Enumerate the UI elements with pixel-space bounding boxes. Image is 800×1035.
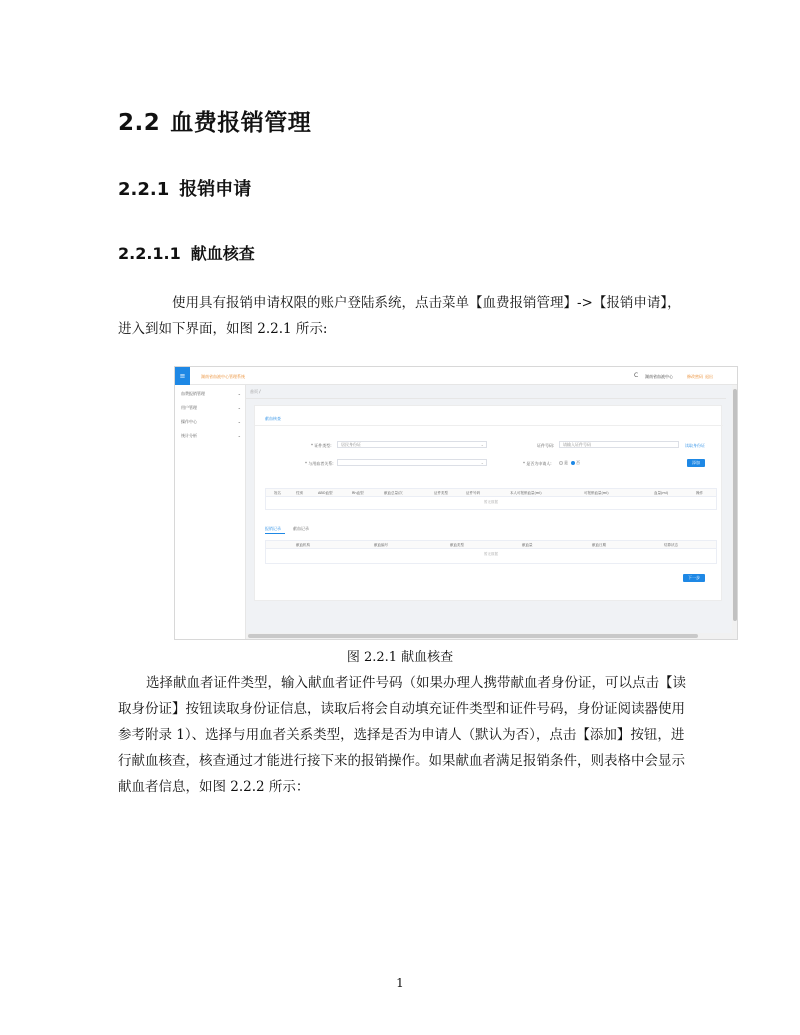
- column-header: 可报销血量(ml): [584, 491, 609, 495]
- chevron-down-icon: ⌄: [480, 442, 484, 447]
- section-heading-2-2-1: 2.2.1 报销申请: [118, 179, 252, 200]
- sidebar-item-reimbursement[interactable]: 血费报销管理 ⌄: [181, 391, 241, 396]
- id-number-label: 证件号码:: [537, 443, 555, 448]
- chevron-down-icon: ⌄: [480, 460, 484, 465]
- horizontal-scrollbar[interactable]: [246, 633, 732, 639]
- relation-label: * 与用血者关系:: [305, 461, 334, 466]
- next-step-button[interactable]: 下一步: [683, 574, 705, 582]
- donation-check-card: [254, 405, 722, 601]
- system-title: 湖南省血液中心管理系统: [201, 374, 245, 379]
- column-header: ABO血型: [318, 491, 333, 495]
- applicant-radio-no[interactable]: 否: [571, 460, 580, 466]
- tab-donation-record[interactable]: 献血记录: [293, 526, 309, 531]
- change-password-link[interactable]: 修改密码: [687, 374, 703, 379]
- vertical-scrollbar[interactable]: [732, 385, 738, 640]
- refresh-icon[interactable]: C: [634, 372, 639, 379]
- column-header: 献血机构: [296, 543, 310, 547]
- chevron-down-icon: ⌄: [237, 405, 241, 410]
- table-header: [266, 541, 716, 549]
- active-tab-indicator: [265, 533, 285, 534]
- column-header: 血量(ml): [654, 491, 669, 495]
- column-header: 本人可报销血量(ml): [510, 491, 542, 495]
- id-type-select[interactable]: 居民身份证 ⌄: [337, 441, 487, 448]
- app-topbar: [175, 367, 738, 385]
- divider: [255, 425, 723, 426]
- empty-text: 暂无数据: [484, 552, 498, 556]
- column-header: 结算状态: [664, 543, 678, 547]
- card-title: 献血核查: [265, 416, 281, 421]
- column-header: 献血量: [522, 543, 533, 547]
- applicant-label: * 是否为申请人:: [523, 461, 552, 466]
- sidebar: [175, 385, 246, 640]
- record-table: [265, 540, 717, 564]
- user-name: 湖南省血液中心: [645, 374, 673, 379]
- column-header: 献血日期: [592, 543, 606, 547]
- applicant-radio-yes[interactable]: 是: [559, 460, 568, 466]
- column-header: 操作: [696, 491, 703, 495]
- tab-reimbursement-record[interactable]: 报销记录: [265, 526, 281, 531]
- read-id-card-link[interactable]: 读取身份证: [685, 443, 705, 448]
- add-button[interactable]: 添加: [687, 459, 705, 467]
- column-header: 献血类型: [450, 543, 464, 547]
- intro-paragraph: 使用具有报销申请权限的账户登陆系统，点击菜单【血费报销管理】->【报销申请】，进入到如下界面，如图 2.2.1 所示:: [118, 295, 681, 337]
- empty-text: 暂无数据: [484, 500, 498, 504]
- relation-select[interactable]: [337, 459, 487, 466]
- breadcrumb[interactable]: 首页 /: [250, 389, 261, 394]
- column-header: 献血总量/次: [384, 491, 403, 495]
- donor-table: [265, 488, 717, 510]
- figure-screenshot: [174, 366, 738, 640]
- sidebar-item-users[interactable]: 用户管理 ⌄: [181, 405, 241, 410]
- id-number-input[interactable]: 请输入证件号码: [559, 441, 679, 448]
- column-header: 献血编号: [374, 543, 388, 547]
- sidebar-item-operations[interactable]: 操作中心 ⌄: [181, 419, 241, 424]
- divider: [246, 398, 726, 399]
- body-paragraph: 选择献血者证件类型，输入献血者证件号码（如果办理人携带献血者身份证，可以点击【读取身份证】按钮读取身份证信息，读取后将会自动填充证件类型和证件号码，身份证阅读器使用参考附录 1）、选择与用血者关系类型，选择是否为申请人（默认为否），点击【添加】按钮，进行献血核查，核查通过才能进行接下来的报销操作。如果献血者满足报销条件，则表格中会显示献血者信息，如图 2.2.2 所示：: [118, 675, 686, 795]
- column-header: 证件号码: [466, 491, 480, 495]
- page-number: 1: [396, 976, 404, 990]
- chevron-down-icon: ⌄: [237, 419, 241, 424]
- sidebar-item-statistics[interactable]: 统计分析 ⌄: [181, 433, 241, 438]
- section-heading-2-2-1-1: 2.2.1.1 献血核查: [118, 244, 255, 263]
- section-heading-2-2: 2.2 血费报销管理: [118, 110, 312, 136]
- column-header: Rh血型: [352, 491, 364, 495]
- chevron-down-icon: ⌄: [237, 433, 241, 438]
- column-header: 姓名: [274, 491, 281, 495]
- menu-toggle-icon[interactable]: ≡: [175, 367, 190, 385]
- figure-caption: 图 2.2.1 献血核查: [346, 650, 454, 665]
- chevron-down-icon: ⌄: [237, 391, 241, 396]
- column-header: 性别: [296, 491, 303, 495]
- logout-link[interactable]: 退出: [705, 374, 713, 379]
- id-type-label: * 证件类型:: [311, 443, 332, 448]
- table-header: [266, 489, 716, 497]
- column-header: 证件类型: [434, 491, 448, 495]
